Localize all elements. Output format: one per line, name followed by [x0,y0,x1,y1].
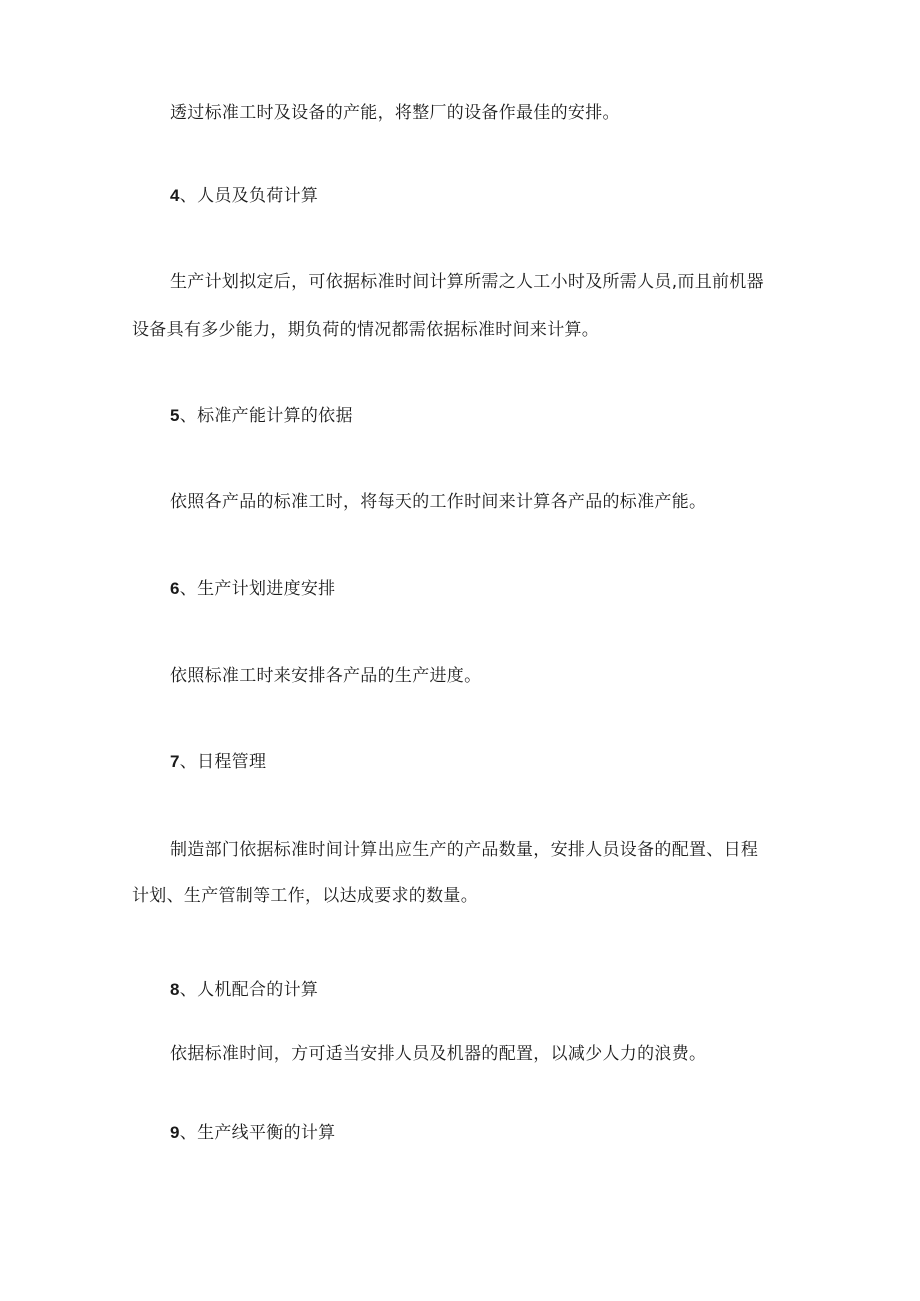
section-heading-5 [170,405,353,427]
section-number: 9 [170,1123,180,1142]
section-6-body-line-1: 依照标准工时来安排各产品的生产进度。 [170,666,482,686]
section-4-body-line-1: 生产计划拟定后，可依据标准时间计算所需之人工小时及所需人员,而且前机器 [170,272,764,292]
section-4-body-line-2: 设备具有多少能力，期负荷的情况都需依据标准时间来计算。 [132,320,600,340]
section-title: 、日程管理 [179,752,267,772]
section-title: 、人机配合的计算 [179,980,319,1000]
section-title: 、生产计划进度安排 [179,579,336,599]
section-number: 7 [170,752,180,771]
section-title: 、生产线平衡的计算 [179,1123,336,1143]
section-heading-8 [170,979,318,1001]
section-number: 8 [170,980,180,999]
intro-paragraph: 透过标准工时及设备的产能，将整厂的设备作最佳的安排。 [170,103,620,123]
section-title: 、人员及负荷计算 [179,186,319,206]
section-5-body-line-1: 依照各产品的标准工时，将每天的工作时间来计算各产品的标准产能。 [170,492,707,512]
section-title: 、标准产能计算的依据 [179,406,353,426]
section-7-body-line-1: 制造部门依据标准时间计算出应生产的产品数量，安排人员设备的配置、日程 [170,840,759,860]
section-number: 4 [170,186,180,205]
section-7-body-line-2: 计划、生产管制等工作，以达成要求的数量。 [132,886,478,906]
section-number: 5 [170,406,180,425]
section-heading-9 [170,1122,335,1144]
section-heading-4 [170,185,318,207]
section-number: 6 [170,579,180,598]
section-heading-6 [170,578,335,600]
section-8-body-line-1: 依据标准时间，方可适当安排人员及机器的配置，以减少人力的浪费。 [170,1044,707,1064]
section-heading-7 [170,751,266,773]
